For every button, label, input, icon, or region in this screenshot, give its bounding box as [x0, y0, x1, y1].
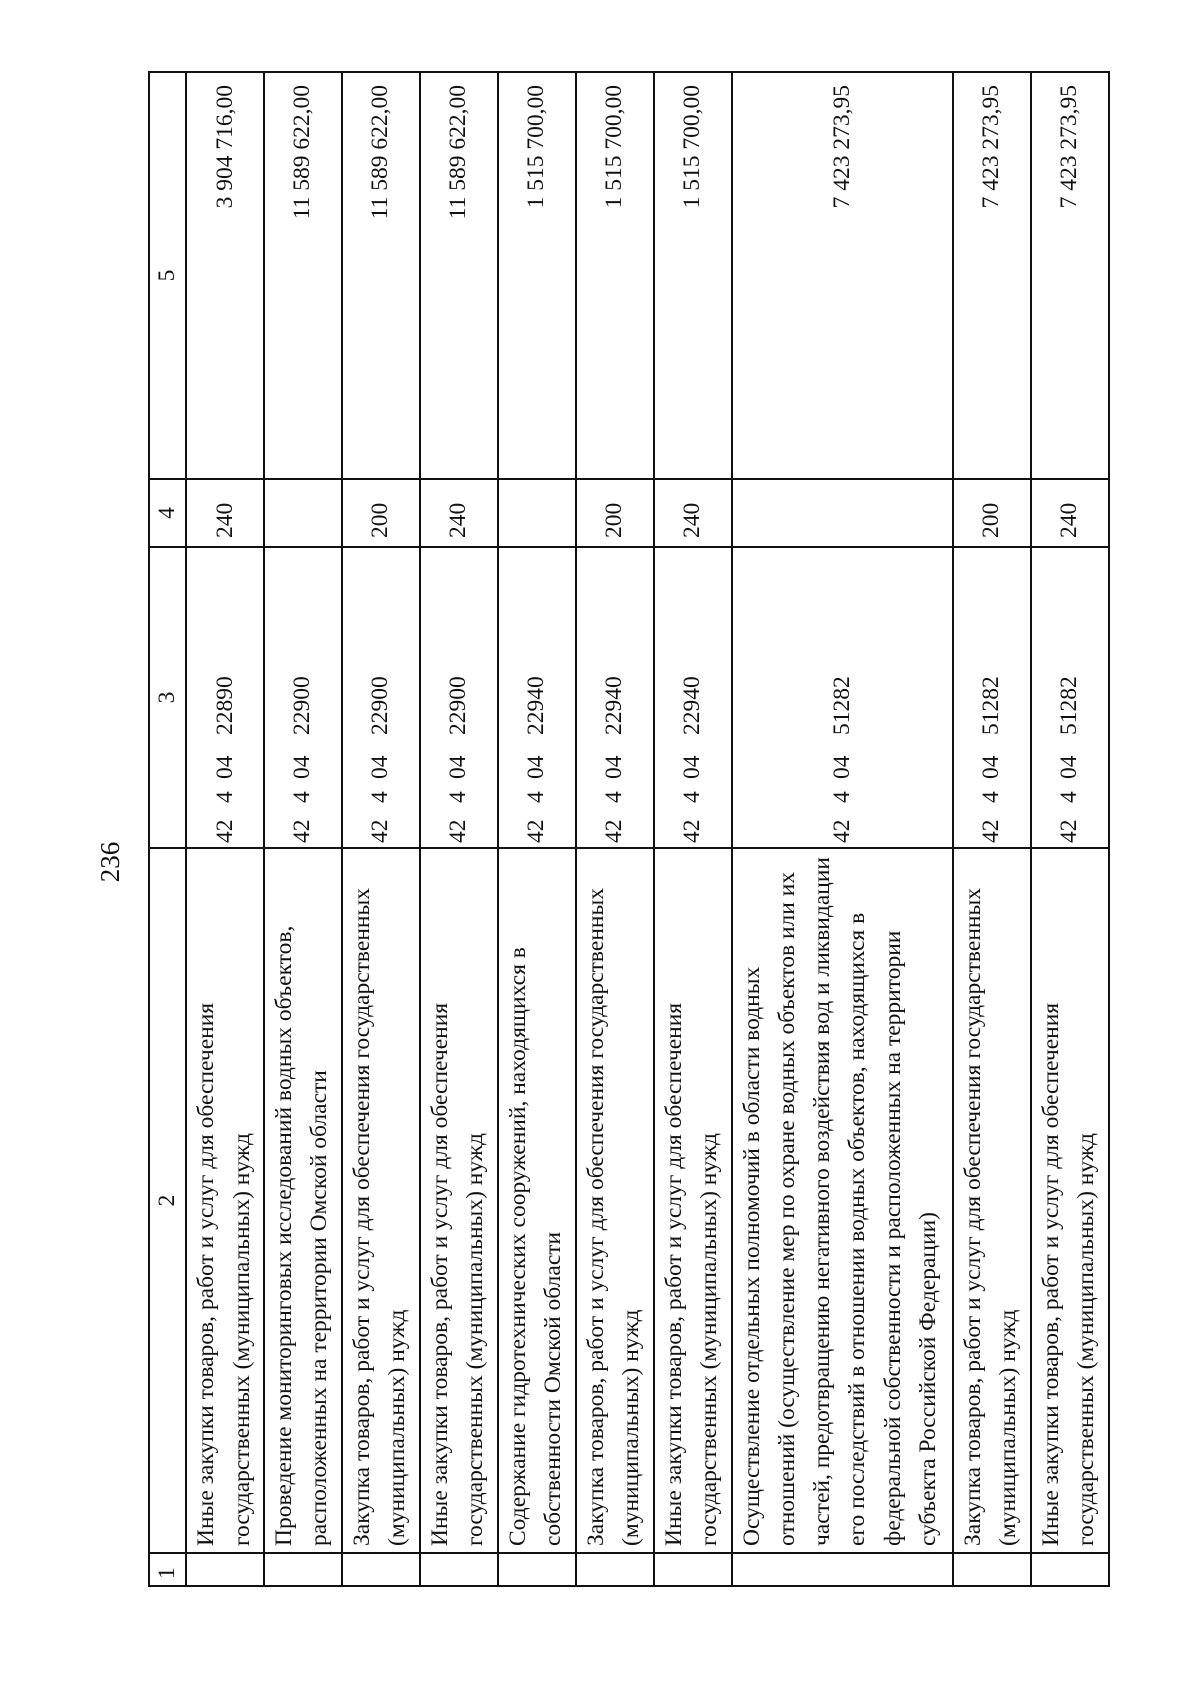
- row-type-cell: [732, 479, 954, 547]
- row-type-cell: 200: [953, 479, 1031, 547]
- row-code-cell: [420, 547, 498, 848]
- code-parts: [208, 552, 243, 843]
- row-number-cell: [732, 1553, 954, 1586]
- code-part: 22940: [523, 676, 550, 735]
- table-row: [420, 72, 498, 1586]
- code-part: 4: [601, 791, 628, 803]
- row-number-cell: [498, 1553, 576, 1586]
- code-part: 42: [828, 819, 855, 843]
- row-amount-cell: 1 515 700,00: [654, 72, 732, 479]
- table-row: [342, 72, 420, 1586]
- code-part: 42: [367, 819, 394, 843]
- row-name-cell: Иные закупки товаров, работ и услуг для обеспечения государственных (муниципальных) нужд: [654, 848, 732, 1553]
- row-name-cell: Закупка товаров, работ и услуг для обеспечения государственных (муниципальных) нужд: [576, 848, 654, 1553]
- code-part: 4: [1056, 791, 1083, 803]
- row-amount-cell: 7 423 273,95: [1031, 72, 1109, 479]
- code-parts: [1052, 552, 1087, 843]
- code-part: 42: [523, 819, 550, 843]
- code-parts: [519, 552, 554, 843]
- code-part: 04: [679, 755, 706, 779]
- code-part: 42: [601, 819, 628, 843]
- row-type-cell: 240: [1031, 479, 1109, 547]
- table-row: [576, 72, 654, 1586]
- row-number-cell: [953, 1553, 1031, 1586]
- code-part: 22900: [445, 676, 472, 735]
- row-type-cell: 240: [420, 479, 498, 547]
- row-name-cell: Содержание гидротехнических сооружений, находящихся в собственности Омской области: [498, 848, 576, 1553]
- row-amount-cell: 11 589 622,00: [264, 72, 342, 479]
- table-row: [732, 72, 954, 1586]
- page-number: 236: [94, 841, 125, 883]
- table-row: [1031, 72, 1109, 1586]
- code-part: 22890: [211, 676, 238, 735]
- row-code-cell: [186, 547, 264, 848]
- code-part: 42: [211, 819, 238, 843]
- code-part: 4: [828, 791, 855, 803]
- row-number-cell: [342, 1553, 420, 1586]
- row-code-cell: [654, 547, 732, 848]
- header-row: [149, 72, 186, 1586]
- row-type-cell: 240: [186, 479, 264, 547]
- row-code-cell: [498, 547, 576, 848]
- code-part: 04: [1056, 755, 1083, 779]
- code-part: 51282: [978, 676, 1005, 735]
- code-part: 42: [445, 819, 472, 843]
- code-parts: [597, 552, 632, 843]
- code-part: 51282: [828, 676, 855, 735]
- code-parts: [825, 552, 860, 843]
- code-part: 04: [445, 755, 472, 779]
- row-code-cell: [732, 547, 954, 848]
- header-col-1: 1: [149, 1553, 186, 1586]
- row-amount-cell: 3 904 716,00: [186, 72, 264, 479]
- code-part: 4: [211, 791, 238, 803]
- row-number-cell: [576, 1553, 654, 1586]
- header-col-5: 5: [149, 72, 186, 479]
- row-name-cell: Иные закупки товаров, работ и услуг для обеспечения государственных (муниципальных) нужд: [1031, 848, 1109, 1553]
- table-row: [264, 72, 342, 1586]
- row-code-cell: [576, 547, 654, 848]
- row-amount-cell: 7 423 273,95: [953, 72, 1031, 479]
- table-row: [654, 72, 732, 1586]
- budget-table: [148, 71, 1110, 1587]
- code-part: 4: [679, 791, 706, 803]
- code-parts: [285, 552, 320, 843]
- row-amount-cell: 1 515 700,00: [576, 72, 654, 479]
- row-amount-cell: 11 589 622,00: [342, 72, 420, 479]
- code-part: 4: [445, 791, 472, 803]
- code-parts: [363, 552, 398, 843]
- row-name-cell: Иные закупки товаров, работ и услуг для обеспечения государственных (муниципальных) нужд: [420, 848, 498, 1553]
- code-part: 04: [367, 755, 394, 779]
- table-body: [186, 72, 1109, 1586]
- header-col-2: 2: [149, 848, 186, 1553]
- row-name-cell: Проведение мониторинговых исследований водных объектов, расположенных на территории Омской области: [264, 848, 342, 1553]
- header-col-4: 4: [149, 479, 186, 547]
- row-type-cell: [498, 479, 576, 547]
- code-part: 22900: [367, 676, 394, 735]
- table-row: [953, 72, 1031, 1586]
- row-name-cell: Закупка товаров, работ и услуг для обеспечения государственных (муниципальных) нужд: [342, 848, 420, 1553]
- code-parts: [441, 552, 476, 843]
- row-amount-cell: 1 515 700,00: [498, 72, 576, 479]
- code-part: 22940: [601, 676, 628, 735]
- row-amount-cell: 7 423 273,95: [732, 72, 954, 479]
- code-part: 4: [523, 791, 550, 803]
- row-amount-cell: 11 589 622,00: [420, 72, 498, 479]
- row-type-cell: 200: [342, 479, 420, 547]
- code-part: 4: [289, 791, 316, 803]
- code-part: 4: [367, 791, 394, 803]
- row-type-cell: [264, 479, 342, 547]
- rotated-table-sheet: [148, 73, 1110, 1587]
- row-number-cell: [1031, 1553, 1109, 1586]
- header-col-3: 3: [149, 547, 186, 848]
- row-code-cell: [342, 547, 420, 848]
- code-part: 04: [601, 755, 628, 779]
- row-number-cell: [654, 1553, 732, 1586]
- code-part: 42: [679, 819, 706, 843]
- row-name-cell: Осуществление отдельных полномочий в области водных отношений (осуществление мер по охране водных объектов или их частей, предотвращению негативного воздействия вод и ликвидации его последствий в отношении водных объектов, находящихся в федеральной собственности и расположенных на территории субъекта Российской Федерации): [732, 848, 954, 1553]
- row-number-cell: [420, 1553, 498, 1586]
- row-name-cell: Закупка товаров, работ и услуг для обеспечения государственных (муниципальных) нужд: [953, 848, 1031, 1553]
- row-number-cell: [264, 1553, 342, 1586]
- row-type-cell: 240: [654, 479, 732, 547]
- row-name-cell: Иные закупки товаров, работ и услуг для обеспечения государственных (муниципальных) нужд: [186, 848, 264, 1553]
- code-part: 42: [1056, 819, 1083, 843]
- table-row: [186, 72, 264, 1586]
- code-parts: [974, 552, 1009, 843]
- code-part: 4: [978, 791, 1005, 803]
- code-part: 04: [289, 755, 316, 779]
- code-part: 22900: [289, 676, 316, 735]
- code-part: 42: [978, 819, 1005, 843]
- code-part: 51282: [1056, 676, 1083, 735]
- code-part: 04: [828, 755, 855, 779]
- table-row: [498, 72, 576, 1586]
- code-part: 42: [289, 819, 316, 843]
- code-part: 04: [978, 755, 1005, 779]
- code-parts: [675, 552, 710, 843]
- code-part: 22940: [679, 676, 706, 735]
- row-code-cell: [953, 547, 1031, 848]
- row-code-cell: [1031, 547, 1109, 848]
- code-part: 04: [523, 755, 550, 779]
- row-code-cell: [264, 547, 342, 848]
- code-part: 04: [211, 755, 238, 779]
- row-number-cell: [186, 1553, 264, 1586]
- row-type-cell: 200: [576, 479, 654, 547]
